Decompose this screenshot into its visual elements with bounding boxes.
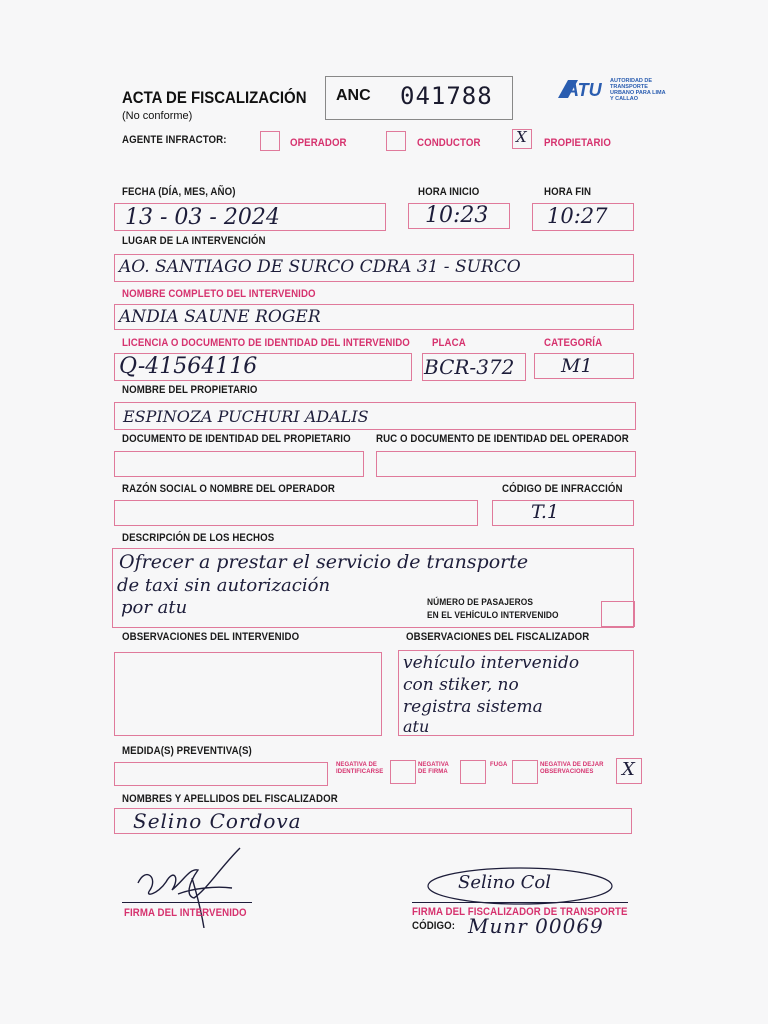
- hora-inicio-label: HORA INICIO: [418, 186, 480, 198]
- obs-fiscalizador-label: OBSERVACIONES DEL FISCALIZADOR: [406, 631, 590, 643]
- descripcion-line3: por atu: [121, 597, 188, 618]
- placa-field[interactable]: [422, 353, 526, 381]
- atu-logo: [556, 78, 666, 104]
- fiscalizador-field[interactable]: [114, 808, 632, 834]
- descripcion-line2: de taxi sin autorización: [117, 575, 331, 596]
- operador-checkbox[interactable]: [260, 131, 280, 151]
- neg-identificarse-label: NEGATIVA DE IDENTIFICARSE: [336, 762, 384, 775]
- propietario-label: PROPIETARIO: [544, 137, 611, 149]
- ruc-field[interactable]: [376, 451, 636, 477]
- obs-fiscalizador-line4: atu: [403, 717, 430, 736]
- logo-caption: AUTORIDAD DE TRANSPORTE URBANO PARA LIMA Y CALLAO: [610, 78, 666, 102]
- lugar-label: LUGAR DE LA INTERVENCIÓN: [122, 235, 266, 247]
- document-subtitle: (No conforme): [122, 110, 193, 122]
- operador-label: OPERADOR: [290, 137, 347, 149]
- fecha-field[interactable]: [114, 203, 386, 231]
- razon-social-label: RAZÓN SOCIAL O NOMBRE DEL OPERADOR: [122, 483, 335, 495]
- intervenido-value: ANDIA SAUNE ROGER: [119, 307, 321, 327]
- fiscalizador-value: Selino Cordova: [133, 809, 302, 833]
- propietario-nombre-field[interactable]: [114, 402, 636, 430]
- licencia-field[interactable]: [114, 353, 412, 381]
- pasajeros-label-1: NÚMERO DE PASAJEROS: [427, 597, 534, 608]
- obs-intervenido-field[interactable]: [114, 652, 382, 736]
- code-prefix: ANC: [336, 87, 371, 104]
- doc-propietario-field[interactable]: [114, 451, 364, 477]
- codigo-infraccion-label: CÓDIGO DE INFRACCIÓN: [502, 483, 623, 495]
- medidas-label: MEDIDA(S) PREVENTIVA(S): [122, 745, 252, 757]
- hora-fin-value: 10:27: [547, 204, 608, 228]
- propietario-nombre-label: NOMBRE DEL PROPIETARIO: [122, 384, 258, 396]
- neg-identificarse-checkbox[interactable]: [390, 760, 416, 784]
- pasajeros-label-2: EN EL VEHÍCULO INTERVENIDO: [427, 610, 559, 621]
- intervenido-signature-line: [122, 902, 252, 903]
- conductor-checkbox[interactable]: [386, 131, 406, 151]
- logo-text: ATU: [566, 80, 602, 100]
- lugar-value: AO. SANTIAGO DE SURCO CDRA 31 - SURCO: [119, 257, 521, 277]
- codigo-value: Munr 00069: [468, 914, 604, 938]
- obs-fiscalizador-line2: con stiker, no: [403, 675, 519, 695]
- categoria-label: CATEGORÍA: [544, 337, 603, 349]
- hora-inicio-field[interactable]: [408, 203, 510, 229]
- obs-fiscalizador-line1: vehículo intervenido: [403, 653, 580, 673]
- atu-logo-icon: [556, 78, 610, 100]
- licencia-value: Q-41564116: [119, 354, 258, 379]
- propietario-checkbox[interactable]: [512, 129, 532, 149]
- medidas-field[interactable]: [114, 762, 328, 786]
- propietario-nombre-value: ESPINOZA PUCHURI ADALIS: [123, 407, 369, 426]
- fiscalizador-signature: Selino Col: [458, 872, 552, 893]
- descripcion-field[interactable]: [112, 548, 634, 628]
- code-number: 041788: [400, 82, 493, 110]
- hora-inicio-value: 10:23: [425, 203, 489, 228]
- placa-value: BCR-372: [424, 355, 515, 379]
- lugar-field[interactable]: [114, 254, 634, 282]
- descripcion-label: DESCRIPCIÓN DE LOS HECHOS: [122, 532, 275, 544]
- conductor-label: CONDUCTOR: [417, 137, 481, 149]
- hora-fin-label: HORA FIN: [544, 186, 592, 198]
- fiscalizador-signature-line: [412, 902, 628, 903]
- fuga-checkbox[interactable]: [512, 760, 538, 784]
- licencia-label: LICENCIA O DOCUMENTO DE IDENTIDAD DEL INTERVENIDO: [122, 337, 410, 349]
- pasajeros-field[interactable]: [601, 601, 635, 627]
- document-code-box: [325, 76, 513, 120]
- neg-observaciones-checkbox[interactable]: [616, 758, 642, 784]
- intervenido-label: NOMBRE COMPLETO DEL INTERVENIDO: [122, 288, 316, 300]
- firma-fiscalizador-label: FIRMA DEL FISCALIZADOR DE TRANSPORTE: [412, 906, 628, 918]
- ruc-label: RUC O DOCUMENTO DE IDENTIDAD DEL OPERADOR: [376, 433, 629, 445]
- neg-observaciones-check-mark: X: [622, 759, 635, 780]
- obs-fiscalizador-line3: registra sistema: [403, 697, 543, 717]
- categoria-value: M1: [561, 355, 593, 377]
- razon-social-field[interactable]: [114, 500, 478, 526]
- hora-fin-field[interactable]: [532, 203, 634, 231]
- propietario-check-mark: X: [516, 128, 527, 146]
- agente-label: AGENTE INFRACTOR:: [122, 134, 227, 146]
- intervenido-field[interactable]: [114, 304, 634, 330]
- fuga-label: FUGA: [490, 762, 508, 768]
- categoria-field[interactable]: [534, 353, 634, 379]
- neg-firma-label: NEGATIVA DE FIRMA: [418, 762, 449, 775]
- codigo-label: CÓDIGO:: [412, 920, 456, 932]
- neg-observaciones-label: NEGATIVA DE DEJAR OBSERVACIONES: [540, 762, 604, 775]
- doc-propietario-label: DOCUMENTO DE IDENTIDAD DEL PROPIETARIO: [122, 433, 351, 445]
- codigo-infraccion-field[interactable]: [492, 500, 634, 526]
- obs-intervenido-label: OBSERVACIONES DEL INTERVENIDO: [122, 631, 300, 643]
- firma-intervenido-label: FIRMA DEL INTERVENIDO: [124, 907, 247, 919]
- obs-fiscalizador-field[interactable]: [398, 650, 634, 736]
- placa-label: PLACA: [432, 337, 466, 349]
- fecha-value: 13 - 03 - 2024: [125, 205, 280, 230]
- descripcion-line1: Ofrecer a prestar el servicio de transporte: [119, 551, 529, 573]
- codigo-infraccion-value: T.1: [531, 501, 560, 523]
- fecha-label: FECHA (DÍA, MES, AÑO): [122, 186, 236, 198]
- document-title: ACTA DE FISCALIZACIÓN: [122, 88, 307, 107]
- neg-firma-checkbox[interactable]: [460, 760, 486, 784]
- fiscalizador-label: NOMBRES Y APELLIDOS DEL FISCALIZADOR: [122, 793, 338, 805]
